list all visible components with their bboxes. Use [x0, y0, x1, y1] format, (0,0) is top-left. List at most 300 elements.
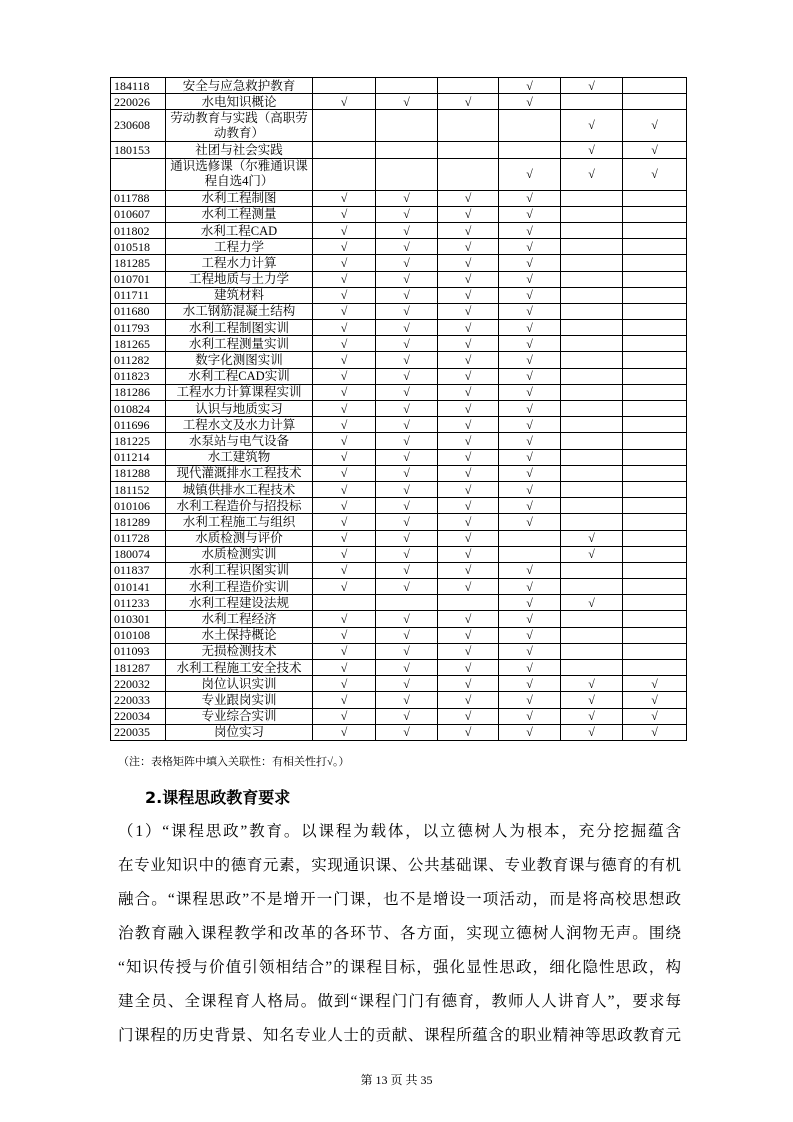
relevance-mark: √	[313, 222, 376, 238]
relevance-mark: √	[313, 481, 376, 497]
relevance-mark	[313, 78, 376, 94]
relevance-mark	[623, 514, 687, 530]
course-name: 水利工程经济	[166, 611, 313, 627]
relevance-mark	[499, 110, 561, 142]
course-name: 城镇供排水工程技术	[166, 481, 313, 497]
course-name: 水利工程造价实训	[166, 579, 313, 595]
course-code: 010141	[111, 579, 166, 595]
relevance-mark	[561, 368, 623, 384]
table-row	[111, 94, 687, 110]
table-row	[111, 417, 687, 433]
relevance-mark	[313, 595, 376, 611]
table-row	[111, 384, 687, 400]
relevance-mark	[561, 643, 623, 659]
table-row	[111, 724, 687, 740]
course-code: 181265	[111, 336, 166, 352]
relevance-mark: √	[376, 94, 438, 110]
relevance-mark: √	[499, 78, 561, 94]
relevance-mark: √	[499, 287, 561, 303]
relevance-mark	[561, 320, 623, 336]
course-name: 无损检测技术	[166, 643, 313, 659]
relevance-mark	[376, 158, 438, 190]
relevance-mark: √	[499, 417, 561, 433]
relevance-mark: √	[313, 94, 376, 110]
relevance-mark	[623, 530, 687, 546]
relevance-mark	[438, 78, 499, 94]
relevance-mark: √	[313, 206, 376, 222]
table-row	[111, 643, 687, 659]
course-code: 181286	[111, 384, 166, 400]
relevance-mark	[376, 142, 438, 158]
paragraph-line: （1）“课程思政”教育。以课程为载体，以立德树人为根本，充分挖掘蕴含	[118, 823, 681, 840]
relevance-mark	[561, 94, 623, 110]
course-code: 011282	[111, 352, 166, 368]
relevance-mark: √	[376, 643, 438, 659]
relevance-mark	[623, 465, 687, 481]
relevance-mark: √	[623, 724, 687, 740]
course-code: 010701	[111, 271, 166, 287]
table-note: （注：表格矩阵中填入关联性：有相关性打√。）	[118, 756, 350, 768]
relevance-mark: √	[438, 481, 499, 497]
relevance-mark	[623, 255, 687, 271]
relevance-mark: √	[438, 368, 499, 384]
table-row	[111, 368, 687, 384]
relevance-mark: √	[438, 320, 499, 336]
course-matrix-body	[111, 78, 687, 741]
relevance-mark: √	[561, 546, 623, 562]
course-code: 220034	[111, 708, 166, 724]
relevance-mark	[561, 449, 623, 465]
relevance-mark: √	[499, 692, 561, 708]
relevance-mark: √	[623, 110, 687, 142]
relevance-mark: √	[313, 724, 376, 740]
table-row	[111, 190, 687, 206]
relevance-mark: √	[313, 546, 376, 562]
relevance-mark	[623, 94, 687, 110]
course-name: 水工建筑物	[166, 449, 313, 465]
table-row	[111, 530, 687, 546]
relevance-mark: √	[313, 287, 376, 303]
relevance-mark	[561, 255, 623, 271]
relevance-mark: √	[499, 579, 561, 595]
relevance-mark: √	[438, 417, 499, 433]
course-name: 工程水力计算课程实训	[166, 384, 313, 400]
relevance-mark: √	[499, 239, 561, 255]
relevance-mark: √	[438, 660, 499, 676]
course-name: 现代灌溉排水工程技术	[166, 465, 313, 481]
relevance-mark: √	[499, 255, 561, 271]
relevance-mark: √	[376, 660, 438, 676]
relevance-mark: √	[376, 530, 438, 546]
relevance-mark: √	[499, 303, 561, 319]
relevance-mark: √	[313, 303, 376, 319]
relevance-mark: √	[376, 222, 438, 238]
relevance-mark: √	[623, 142, 687, 158]
table-row	[111, 660, 687, 676]
table-row	[111, 206, 687, 222]
relevance-mark: √	[376, 352, 438, 368]
relevance-mark: √	[438, 271, 499, 287]
course-name: 专业综合实训	[166, 708, 313, 724]
course-name: 水利工程施工与组织	[166, 514, 313, 530]
course-code: 010607	[111, 206, 166, 222]
course-code: 011711	[111, 287, 166, 303]
relevance-mark: √	[376, 579, 438, 595]
table-row	[111, 271, 687, 287]
relevance-mark	[623, 320, 687, 336]
course-code: 220026	[111, 94, 166, 110]
relevance-mark	[499, 530, 561, 546]
relevance-mark: √	[376, 417, 438, 433]
relevance-mark	[623, 433, 687, 449]
course-code: 011728	[111, 530, 166, 546]
paragraph-line: 建全员、全课程育人格局。做到“课程门门有德育，教师人人讲育人”，要求每	[118, 993, 681, 1010]
relevance-mark: √	[499, 481, 561, 497]
course-code: 220033	[111, 692, 166, 708]
table-row	[111, 514, 687, 530]
relevance-mark	[313, 110, 376, 142]
relevance-mark: √	[438, 562, 499, 578]
relevance-mark: √	[313, 530, 376, 546]
relevance-mark: √	[376, 255, 438, 271]
table-row	[111, 676, 687, 692]
table-row	[111, 142, 687, 158]
table-row	[111, 595, 687, 611]
relevance-mark: √	[438, 449, 499, 465]
relevance-mark: √	[313, 676, 376, 692]
relevance-mark: √	[438, 94, 499, 110]
table-row	[111, 320, 687, 336]
relevance-mark: √	[438, 465, 499, 481]
relevance-mark: √	[376, 692, 438, 708]
relevance-mark: √	[376, 433, 438, 449]
relevance-mark: √	[499, 595, 561, 611]
course-name: 岗位实习	[166, 724, 313, 740]
course-code: 184118	[111, 78, 166, 94]
relevance-mark: √	[561, 676, 623, 692]
relevance-mark: √	[376, 368, 438, 384]
relevance-mark: √	[376, 303, 438, 319]
course-name: 工程地质与土力学	[166, 271, 313, 287]
relevance-mark: √	[313, 498, 376, 514]
table-row	[111, 611, 687, 627]
relevance-mark: √	[313, 660, 376, 676]
relevance-mark: √	[376, 498, 438, 514]
relevance-mark: √	[499, 660, 561, 676]
relevance-mark	[376, 110, 438, 142]
course-code: 230608	[111, 110, 166, 142]
relevance-mark: √	[313, 368, 376, 384]
relevance-mark	[623, 384, 687, 400]
relevance-mark: √	[376, 190, 438, 206]
course-code: 181152	[111, 481, 166, 497]
relevance-mark	[623, 206, 687, 222]
course-name: 水泵站与电气设备	[166, 433, 313, 449]
course-code: 011696	[111, 417, 166, 433]
relevance-mark	[561, 239, 623, 255]
relevance-mark	[561, 660, 623, 676]
relevance-mark: √	[561, 110, 623, 142]
relevance-mark	[623, 368, 687, 384]
relevance-mark	[313, 142, 376, 158]
relevance-mark	[623, 562, 687, 578]
relevance-mark	[623, 643, 687, 659]
relevance-mark	[623, 546, 687, 562]
relevance-mark: √	[438, 401, 499, 417]
course-code: 181225	[111, 433, 166, 449]
relevance-mark	[561, 417, 623, 433]
course-name: 工程力学	[166, 239, 313, 255]
paragraph-line: 融合。“课程思政”不是增开一门课，也不是增设一项活动，而是将高校思想政	[118, 891, 681, 908]
relevance-mark: √	[499, 158, 561, 190]
relevance-mark: √	[376, 401, 438, 417]
relevance-mark: √	[313, 708, 376, 724]
relevance-mark: √	[438, 692, 499, 708]
relevance-mark: √	[561, 142, 623, 158]
course-code: 220035	[111, 724, 166, 740]
course-name: 劳动教育与实践（高职劳动教育）	[166, 110, 313, 142]
relevance-mark: √	[438, 498, 499, 514]
relevance-mark	[376, 595, 438, 611]
relevance-mark	[623, 417, 687, 433]
relevance-mark: √	[313, 611, 376, 627]
relevance-mark: √	[438, 206, 499, 222]
course-name: 水质检测与评价	[166, 530, 313, 546]
relevance-mark: √	[561, 530, 623, 546]
table-row	[111, 627, 687, 643]
course-name: 工程水力计算	[166, 255, 313, 271]
relevance-mark: √	[313, 336, 376, 352]
relevance-mark	[438, 110, 499, 142]
relevance-mark	[623, 481, 687, 497]
relevance-mark	[623, 287, 687, 303]
relevance-mark: √	[313, 417, 376, 433]
relevance-mark	[561, 287, 623, 303]
relevance-mark	[561, 498, 623, 514]
table-row	[111, 433, 687, 449]
table-row	[111, 158, 687, 190]
relevance-mark: √	[561, 595, 623, 611]
paragraph-line: “知识传授与价值引领相结合”的课程目标，强化显性思政，细化隐性思政，构	[118, 959, 681, 976]
relevance-mark	[561, 352, 623, 368]
relevance-mark: √	[499, 708, 561, 724]
relevance-mark: √	[376, 271, 438, 287]
relevance-mark: √	[623, 708, 687, 724]
relevance-mark: √	[499, 206, 561, 222]
relevance-mark	[623, 595, 687, 611]
relevance-mark: √	[376, 465, 438, 481]
relevance-mark	[561, 206, 623, 222]
relevance-mark: √	[499, 562, 561, 578]
relevance-mark: √	[623, 158, 687, 190]
relevance-mark	[623, 660, 687, 676]
relevance-mark: √	[438, 627, 499, 643]
relevance-mark: √	[499, 449, 561, 465]
table-row	[111, 78, 687, 94]
course-code: 011680	[111, 303, 166, 319]
table-row	[111, 287, 687, 303]
relevance-mark: √	[499, 368, 561, 384]
relevance-mark: √	[376, 724, 438, 740]
table-row	[111, 546, 687, 562]
table-row	[111, 562, 687, 578]
course-name: 水工钢筋混凝土结构	[166, 303, 313, 319]
relevance-mark	[561, 514, 623, 530]
relevance-mark	[561, 627, 623, 643]
relevance-mark: √	[623, 676, 687, 692]
course-code: 011823	[111, 368, 166, 384]
relevance-mark: √	[438, 287, 499, 303]
table-row	[111, 352, 687, 368]
relevance-mark: √	[438, 708, 499, 724]
relevance-mark: √	[376, 676, 438, 692]
relevance-mark	[376, 78, 438, 94]
table-row	[111, 110, 687, 142]
relevance-mark: √	[438, 384, 499, 400]
relevance-mark: √	[561, 692, 623, 708]
relevance-mark	[499, 546, 561, 562]
course-code: 181288	[111, 465, 166, 481]
relevance-mark: √	[313, 401, 376, 417]
course-name: 岗位认识实训	[166, 676, 313, 692]
relevance-mark: √	[499, 222, 561, 238]
relevance-mark: √	[438, 433, 499, 449]
section-heading: 2.课程思政教育要求	[145, 788, 291, 807]
course-matrix-table	[110, 77, 687, 741]
course-name: 水利工程制图实训	[166, 320, 313, 336]
relevance-mark: √	[438, 579, 499, 595]
relevance-mark: √	[438, 239, 499, 255]
course-code: 011837	[111, 562, 166, 578]
relevance-mark: √	[499, 676, 561, 692]
relevance-mark	[438, 595, 499, 611]
table-row	[111, 336, 687, 352]
table-row	[111, 255, 687, 271]
course-code: 010106	[111, 498, 166, 514]
course-code: 011233	[111, 595, 166, 611]
relevance-mark: √	[313, 643, 376, 659]
relevance-mark: √	[438, 530, 499, 546]
table-row	[111, 579, 687, 595]
relevance-mark	[561, 271, 623, 287]
relevance-mark: √	[438, 352, 499, 368]
relevance-mark: √	[376, 206, 438, 222]
course-code: 180153	[111, 142, 166, 158]
relevance-mark: √	[499, 514, 561, 530]
relevance-mark: √	[438, 643, 499, 659]
relevance-mark: √	[499, 465, 561, 481]
relevance-mark: √	[499, 498, 561, 514]
course-name: 专业跟岗实训	[166, 692, 313, 708]
course-name: 水利工程识图实训	[166, 562, 313, 578]
course-name: 水利工程造价与招投标	[166, 498, 313, 514]
relevance-mark	[561, 481, 623, 497]
relevance-mark	[561, 562, 623, 578]
relevance-mark: √	[438, 190, 499, 206]
relevance-mark	[623, 190, 687, 206]
relevance-mark: √	[313, 255, 376, 271]
course-code	[111, 158, 166, 190]
paragraph-line: 治教育融入课程教学和改革的各环节、各方面，实现立德树人润物无声。围绕	[118, 925, 681, 942]
relevance-mark: √	[376, 336, 438, 352]
relevance-mark	[623, 336, 687, 352]
course-name: 数字化测图实训	[166, 352, 313, 368]
course-name: 水利工程CAD实训	[166, 368, 313, 384]
relevance-mark: √	[376, 384, 438, 400]
course-name: 水质检测实训	[166, 546, 313, 562]
course-name: 认识与地质实习	[166, 401, 313, 417]
relevance-mark	[623, 498, 687, 514]
relevance-mark	[623, 352, 687, 368]
relevance-mark	[623, 449, 687, 465]
table-row	[111, 498, 687, 514]
relevance-mark: √	[499, 352, 561, 368]
relevance-mark: √	[313, 692, 376, 708]
relevance-mark: √	[438, 724, 499, 740]
relevance-mark: √	[438, 514, 499, 530]
relevance-mark: √	[623, 692, 687, 708]
relevance-mark: √	[376, 449, 438, 465]
relevance-mark: √	[313, 465, 376, 481]
relevance-mark	[561, 336, 623, 352]
course-name: 水土保持概论	[166, 627, 313, 643]
table-row	[111, 239, 687, 255]
relevance-mark: √	[561, 724, 623, 740]
course-code: 011802	[111, 222, 166, 238]
course-code: 220032	[111, 676, 166, 692]
relevance-mark: √	[438, 611, 499, 627]
course-code: 011093	[111, 643, 166, 659]
table-row	[111, 401, 687, 417]
relevance-mark	[623, 611, 687, 627]
relevance-mark: √	[499, 336, 561, 352]
course-name: 水利工程测量实训	[166, 336, 313, 352]
relevance-mark: √	[499, 271, 561, 287]
relevance-mark: √	[499, 611, 561, 627]
relevance-mark: √	[313, 190, 376, 206]
relevance-mark: √	[313, 239, 376, 255]
relevance-mark: √	[499, 724, 561, 740]
relevance-mark: √	[313, 562, 376, 578]
relevance-mark: √	[376, 546, 438, 562]
relevance-mark	[561, 384, 623, 400]
course-name: 工程水文及水力计算	[166, 417, 313, 433]
course-code: 010301	[111, 611, 166, 627]
course-code: 011214	[111, 449, 166, 465]
relevance-mark	[561, 190, 623, 206]
table-row	[111, 465, 687, 481]
relevance-mark	[561, 401, 623, 417]
relevance-mark: √	[438, 336, 499, 352]
course-code: 010108	[111, 627, 166, 643]
course-name: 社团与社会实践	[166, 142, 313, 158]
relevance-mark	[561, 611, 623, 627]
course-name: 水利工程施工安全技术	[166, 660, 313, 676]
course-name: 水利工程测量	[166, 206, 313, 222]
relevance-mark: √	[561, 158, 623, 190]
course-code: 180074	[111, 546, 166, 562]
relevance-mark	[561, 433, 623, 449]
table-row	[111, 449, 687, 465]
course-code: 181289	[111, 514, 166, 530]
relevance-mark	[561, 222, 623, 238]
relevance-mark: √	[376, 627, 438, 643]
relevance-mark	[623, 78, 687, 94]
relevance-mark: √	[438, 303, 499, 319]
table-row	[111, 222, 687, 238]
course-name: 安全与应急救护教育	[166, 78, 313, 94]
relevance-mark: √	[499, 627, 561, 643]
